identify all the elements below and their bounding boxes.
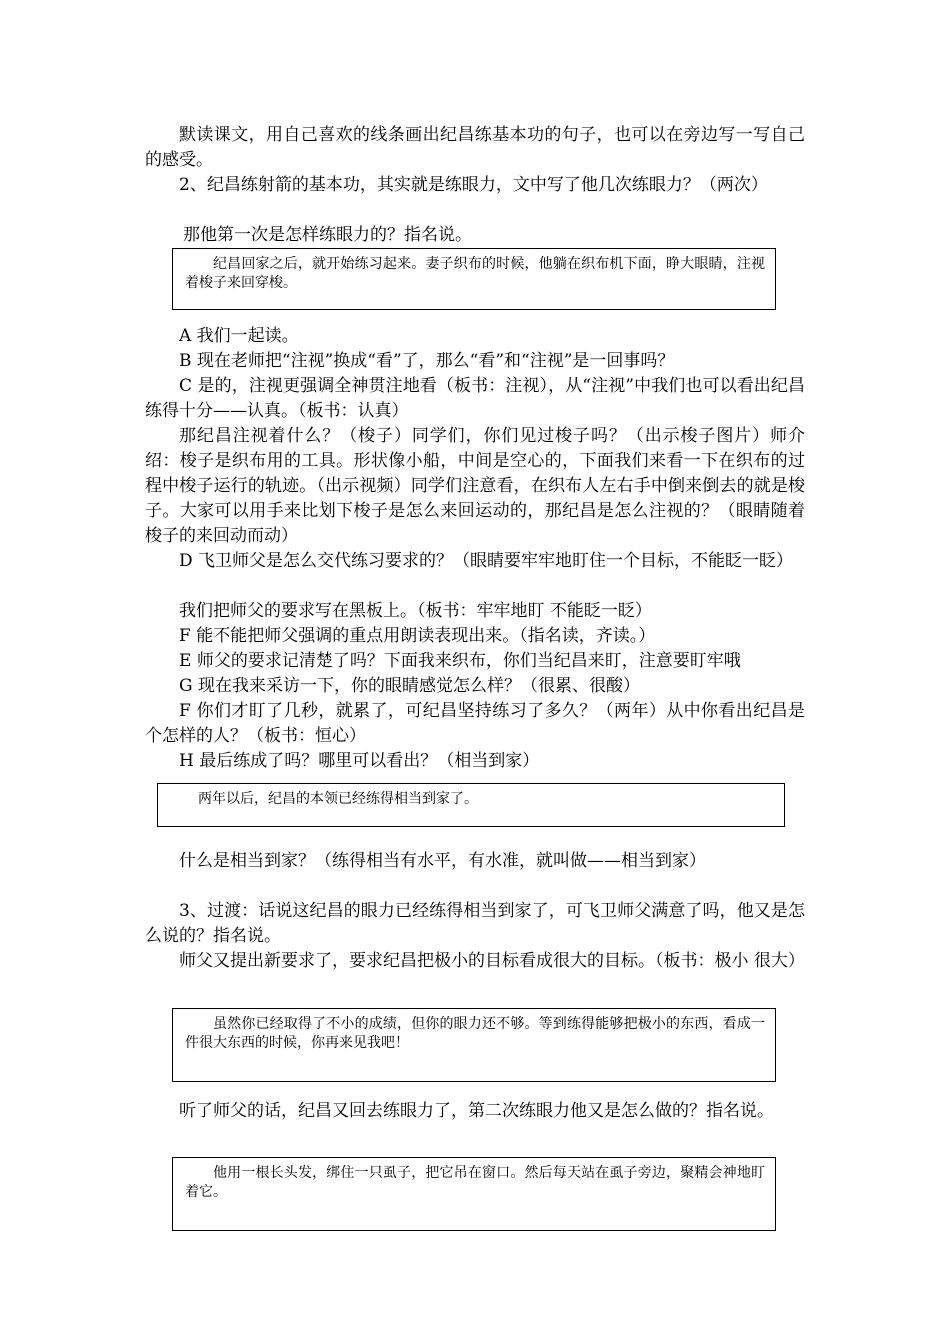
paragraph-what-means: 什么是相当到家？（练得相当有水平，有水准，就叫做——相当到家） [179, 851, 706, 871]
paragraph-step-e: E 师父的要求记清楚了吗？下面我来织布，你们当纪昌来盯，注意要盯牢哦 [179, 651, 741, 671]
paragraph-step-f-reading: F 能不能把师父强调的重点用朗读表现出来。（指名读，齐读。） [179, 626, 656, 646]
paragraph-step-b: B 现在老师把“注视”换成“看”了，那么“看”和“注视”是一回事吗？ [179, 351, 675, 371]
paragraph-step-f-perseverance: F 你们才盯了几秒，就累了，可纪昌坚持练习了多久？（两年）从中你看出纪昌是个怎样的人？（板书：恒心） [145, 701, 805, 746]
paragraph-new-request: 师父又提出新要求了，要求纪昌把极小的目标看成很大的目标。（板书：极小 很大） [179, 951, 805, 971]
paragraph-step-a: A 我们一起读。 [179, 326, 299, 346]
paragraph-shuttle-intro: 那纪昌注视着什么？（梭子）同学们，你们见过梭子吗？（出示梭子图片）师介绍：梭子是织布用的工具。形状像小船，中间是空心的，下面我们来看一下在织布的过程中梭子运行的轨迹。（出示视频）同学们注意看，在织布人左右手中倒来倒去的就是梭子。大家可以用手来比划下梭子是怎么来回运动的，那纪昌是怎么注视的？（眼睛随着梭子的来回动而动） [145, 426, 805, 546]
paragraph-question-2: 2、纪昌练射箭的基本功，其实就是练眼力，文中写了他几次练眼力？（两次） [179, 175, 768, 195]
quote-box-master-words: 虽然你已经取得了不小的成绩，但你的眼力还不够。等到练得能够把极小的东西，看成一件很大东西的时候，你再来见我吧！ [172, 1008, 776, 1082]
paragraph-blackboard: 我们把师父的要求写在黑板上。（板书：牢牢地盯 不能眨一眨） [179, 601, 652, 621]
paragraph-step-c: C 是的，注视更强调全神贯注地看（板书：注视），从“注视”中我们也可以看出纪昌练得十分——认真。（板书：认真） [145, 376, 805, 421]
paragraph-step-h: H 最后练成了吗？哪里可以看出？（相当到家） [179, 751, 540, 771]
quote-box-two-years: 两年以后，纪昌的本领已经练得相当到家了。 [157, 783, 785, 827]
paragraph-step-d: D 飞卫师父是怎么交代练习要求的？（眼睛要牢牢地盯住一个目标，不能眨一眨） [179, 551, 794, 571]
paragraph-second-practice: 听了师父的话，纪昌又回去练眼力了，第二次练眼力他又是怎么做的？指名说。 [179, 1101, 774, 1121]
quote-box-louse: 他用一根长头发，绑住一只虱子，把它吊在窗口。然后每天站在虱子旁边，聚精会神地盯着它。 [172, 1157, 776, 1231]
paragraph-first-practice: 那他第一次是怎样练眼力的？指名说。 [183, 225, 472, 245]
paragraph-transition-3: 3、过渡：话说这纪昌的眼力已经练得相当到家了，可飞卫师父满意了吗，他又是怎么说的？指名说。 [145, 901, 805, 946]
quote-box-shuttle: 纪昌回家之后，就开始练习起来。妻子织布的时候，他躺在织布机下面，睁大眼睛，注视着梭子来回穿梭。 [172, 248, 776, 310]
paragraph-step-g: G 现在我来采访一下，你的眼睛感觉怎么样？（很累、很酸） [179, 676, 640, 696]
paragraph-silent-reading: 默读课文，用自己喜欢的线条画出纪昌练基本功的句子，也可以在旁边写一写自己的感受。 [145, 125, 805, 170]
